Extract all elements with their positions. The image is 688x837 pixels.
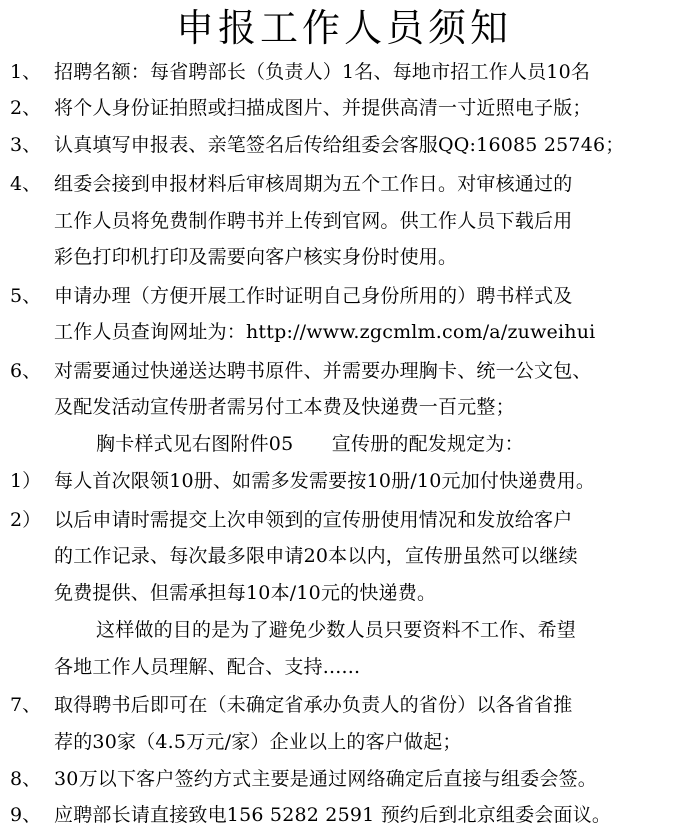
sub-item-number: 1） xyxy=(10,470,42,492)
item-number: 7、 xyxy=(10,694,42,716)
item-number: 3、 xyxy=(10,134,42,156)
item-line: 申请办理（方便开展工作时证明自己身份所用的）聘书样式及 xyxy=(54,285,573,307)
item-line: 组委会接到申报材料后审核周期为五个工作日。对审核通过的 xyxy=(54,173,573,195)
item-line: 取得聘书后即可在（未确定省承办负责人的省份）以各省省推 xyxy=(54,694,573,716)
item-line: 认真填写申报表、亲笔签名后传给组委会客服QQ:16085 25746； xyxy=(54,134,625,156)
item-line: 对需要通过快递送达聘书原件、并需要办理胸卡、统一公文包、 xyxy=(54,360,592,382)
item-line: 将个人身份证拍照或扫描成图片、并提供高清一寸近照电子版； xyxy=(54,97,592,119)
sub-item-number: 2） xyxy=(10,509,42,531)
item-line: 彩色打印机打印及需要向客户核实身份时使用。 xyxy=(54,246,458,268)
item-line: 30万以下客户签约方式主要是通过网络确定后直接与组委会签。 xyxy=(54,768,597,790)
item-line: 及配发活动宣传册者需另付工本费及快递费一百元整； xyxy=(54,396,515,418)
item-number: 1、 xyxy=(10,61,42,83)
item-number: 2、 xyxy=(10,97,42,119)
item-number: 5、 xyxy=(10,285,42,307)
sub-item-line: 以后申请时需提交上次申领到的宣传册使用情况和发放给客户 xyxy=(54,509,573,531)
sub-item-line: 的工作记录、每次最多限申请20本以内，宣传册虽然可以继续 xyxy=(54,545,578,567)
subheading: 胸卡样式见右图附件05 宣传册的配发规定为： xyxy=(96,433,524,455)
item-number: 6、 xyxy=(10,360,42,382)
item-line: 招聘名额：每省聘部长（负责人）1名、每地市招工作人员10名 xyxy=(54,61,591,83)
sub-item-line: 每人首次限领10册、如需多发需要按10册/10元加付快递费用。 xyxy=(54,470,596,492)
item-line: 应聘部长请直接致电156 5282 2591 预约后到北京组委会面议。 xyxy=(54,804,612,826)
note-line: 各地工作人员理解、配合、支持...... xyxy=(54,656,361,678)
item-number: 9、 xyxy=(10,804,42,826)
page-title: 申报工作人员须知 xyxy=(175,6,512,50)
item-number: 8、 xyxy=(10,768,42,790)
item-line: 荐的30家（4.5万元/家）企业以上的客户做起； xyxy=(54,731,462,753)
note-line: 这样做的目的是为了避免少数人员只要资料不工作、希望 xyxy=(96,619,577,641)
item-line: 工作人员查询网址为：http://www.zgcmlm.com/a/zuweihui xyxy=(54,321,596,343)
item-line: 工作人员将免费制作聘书并上传到官网。供工作人员下载后用 xyxy=(54,210,573,232)
sub-item-line: 免费提供、但需承担每10本/10元的快递费。 xyxy=(54,582,437,604)
item-number: 4、 xyxy=(10,173,42,195)
